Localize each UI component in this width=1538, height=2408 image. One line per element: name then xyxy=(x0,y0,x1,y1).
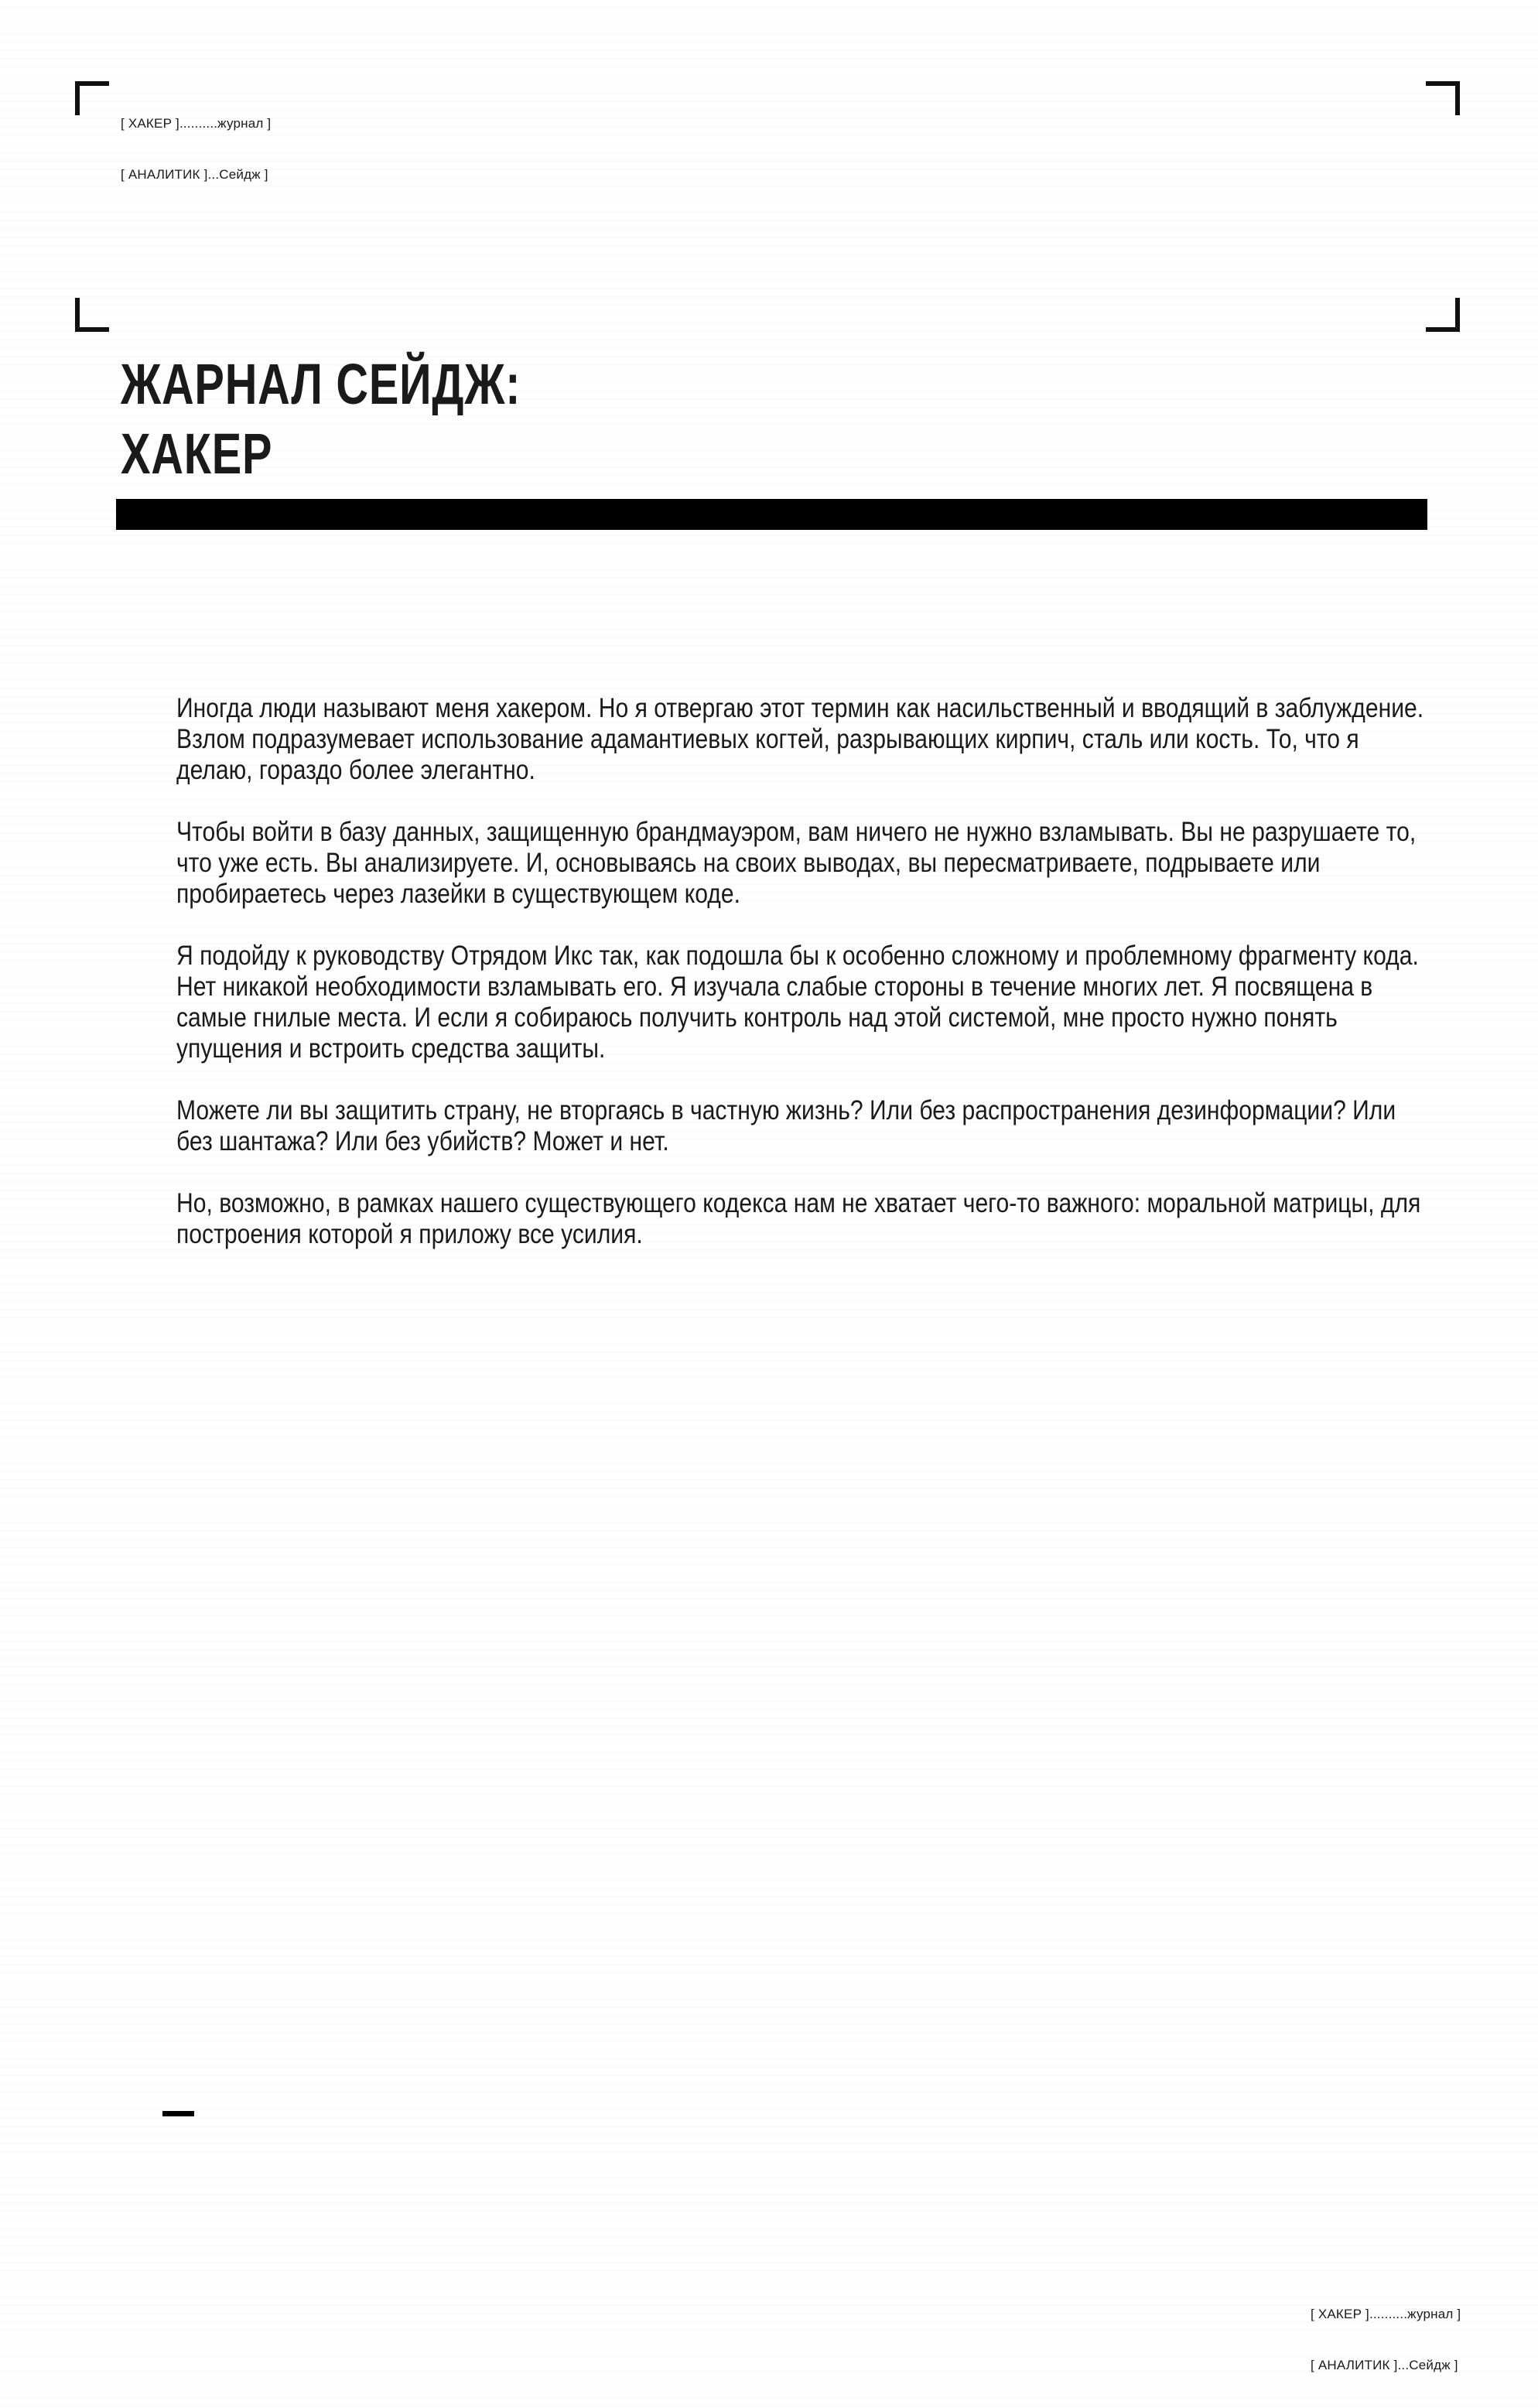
header-tag-line-1: [ ХАКЕР ]..........журнал ] xyxy=(121,116,272,131)
title-underline-bar xyxy=(116,499,1427,530)
page-dash-marker xyxy=(162,2111,194,2116)
header-tag-line-2: [ АНАЛИТИК ]...Сейдж ] xyxy=(121,167,268,182)
paragraph: Можете ли вы защитить страну, не вторгаясь в частную жизнь? Или без распространения дезинформации? Или без шантажа? Или без убийств? Может и нет. xyxy=(176,1095,1396,1156)
paragraph: Но, возможно, в рамках нашего существующего кодекса нам не хватает чего-то важного: моральной матрицы, для построения которой я приложу все усилия. xyxy=(176,1188,1421,1249)
header-tag xyxy=(121,81,271,217)
footer-tag-line-2: [ АНАЛИТИК ]...Сейдж ] xyxy=(1311,2358,1458,2372)
page-title xyxy=(121,350,521,489)
paragraph: Иногда люди называют меня хакером. Но я отвергаю этот термин как насильственный и вводящий в заблуждение. Взлом подразумевает использование адамантиевых когтей, разрывающих кирпич, сталь или кость. То, что я делаю, гораздо более элегантно. xyxy=(176,693,1424,785)
corner-bracket-bottom-left xyxy=(75,298,109,332)
body-text xyxy=(176,693,1430,1281)
paragraph: Я подойду к руководству Отрядом Икс так, как подошла бы к особенно сложному и проблемному фрагменту кода. Нет никакой необходимости взламывать его. Я изучала слабые стороны в течение многих лет. Я посвящена в самые гнилые места. И если я собираюсь получить контроль над этой системой, мне просто нужно понять упущения и встроить средства защиты. xyxy=(176,941,1419,1064)
footer-tag xyxy=(1311,2272,1461,2408)
corner-bracket-bottom-right xyxy=(1426,298,1460,332)
page-title-line-2: ХАКЕР xyxy=(121,422,273,486)
footer-tag-line-1: [ ХАКЕР ]..........журнал ] xyxy=(1311,2307,1461,2321)
paragraph: Чтобы войти в базу данных, защищенную брандмауэром, вам ничего не нужно взламывать. Вы не разрушаете то, что уже есть. Вы анализируете. И, основываясь на своих выводах, вы пересматриваете, подрываете или пробираетесь через лазейки в существующем коде. xyxy=(176,817,1417,909)
page-title-line-1: ЖАРНАЛ СЕЙДЖ: xyxy=(121,352,521,416)
corner-bracket-top-right xyxy=(1426,81,1460,115)
corner-bracket-top-left xyxy=(75,81,109,115)
